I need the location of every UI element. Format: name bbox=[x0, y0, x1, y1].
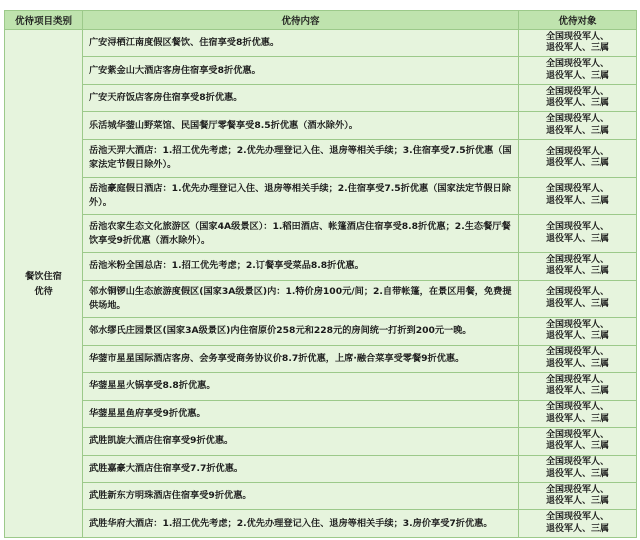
header-target: 优待对象 bbox=[519, 11, 637, 30]
target-cell: 全国现役军人、 退役军人、三属 bbox=[519, 253, 637, 280]
content-cell: 邻水缪氏庄园景区(国家3A级景区)内住宿原价258元和228元的房间统一打折到200元一晚。 bbox=[83, 318, 519, 345]
header-content: 优待内容 bbox=[83, 11, 519, 30]
header-row bbox=[5, 11, 637, 30]
content-cell: 武胜华府大酒店：1.招工优先考虑；2.优先办理登记入住、退房等相关手续；3.房价享受7折优惠。 bbox=[83, 510, 519, 538]
table-row bbox=[5, 280, 637, 318]
content-cell: 华蓥市星星国际酒店客房、会务享受商务协议价8.7折优惠，上席·融合菜享受零餐9折优惠。 bbox=[83, 345, 519, 372]
content-cell: 岳池天羿大酒店：1.招工优先考虑；2.优先办理登记入住、退房等相关手续；3.住宿享受7.5折优惠（国家法定节假日除外）。 bbox=[83, 139, 519, 177]
header-category: 优待项目类别 bbox=[5, 11, 83, 30]
target-cell: 全国现役军人、 退役军人、三属 bbox=[519, 280, 637, 318]
target-cell: 全国现役军人、 退役军人、三属 bbox=[519, 400, 637, 427]
target-cell: 全国现役军人、 退役军人、三属 bbox=[519, 482, 637, 509]
content-cell: 武胜新东方明珠酒店住宿享受9折优惠。 bbox=[83, 482, 519, 509]
target-cell: 全国现役军人、 退役军人、三属 bbox=[519, 215, 637, 253]
table-row bbox=[5, 345, 637, 372]
table-row bbox=[5, 30, 637, 57]
table-row bbox=[5, 215, 637, 253]
table-row bbox=[5, 139, 637, 177]
table-row bbox=[5, 510, 637, 538]
benefits-table bbox=[4, 10, 637, 538]
table-row bbox=[5, 428, 637, 455]
table-row bbox=[5, 57, 637, 84]
content-cell: 乐活城华蓥山野菜馆、民国餐厅零餐享受8.5折优惠（酒水除外）。 bbox=[83, 112, 519, 139]
content-cell: 岳池农家生态文化旅游区（国家4A级景区）：1.稻田酒店、帐篷酒店住宿享受8.8折优惠；2.生态餐厅餐饮享受9折优惠（酒水除外）。 bbox=[83, 215, 519, 253]
content-cell: 华蓥星星火锅享受8.8折优惠。 bbox=[83, 373, 519, 400]
table-row bbox=[5, 84, 637, 111]
content-cell: 广安浔栖江南度假区餐饮、住宿享受8折优惠。 bbox=[83, 30, 519, 57]
content-cell: 岳池米粉全国总店：1.招工优先考虑；2.订餐享受菜品8.8折优惠。 bbox=[83, 253, 519, 280]
target-cell: 全国现役军人、 退役军人、三属 bbox=[519, 428, 637, 455]
target-cell: 全国现役军人、 退役军人、三属 bbox=[519, 318, 637, 345]
content-cell: 广安天府饭店客房住宿享受8折优惠。 bbox=[83, 84, 519, 111]
table-row bbox=[5, 455, 637, 482]
table-row bbox=[5, 253, 637, 280]
category-cell: 餐饮住宿 优待 bbox=[5, 30, 83, 538]
content-cell: 广安紫金山大酒店客房住宿享受8折优惠。 bbox=[83, 57, 519, 84]
target-cell: 全国现役军人、 退役军人、三属 bbox=[519, 455, 637, 482]
table-row bbox=[5, 482, 637, 509]
table-row bbox=[5, 373, 637, 400]
content-cell: 武胜嘉豪大酒店住宿享受7.7折优惠。 bbox=[83, 455, 519, 482]
content-cell: 武胜凯旋大酒店住宿享受9折优惠。 bbox=[83, 428, 519, 455]
table-row bbox=[5, 400, 637, 427]
target-cell: 全国现役军人、 退役军人、三属 bbox=[519, 177, 637, 215]
target-cell: 全国现役军人、 退役军人、三属 bbox=[519, 84, 637, 111]
table-row bbox=[5, 112, 637, 139]
target-cell: 全国现役军人、 退役军人、三属 bbox=[519, 373, 637, 400]
target-cell: 全国现役军人、 退役军人、三属 bbox=[519, 112, 637, 139]
table-row bbox=[5, 318, 637, 345]
content-cell: 岳池豪庭假日酒店：1.优先办理登记入住、退房等相关手续；2.住宿享受7.5折优惠（国家法定节假日除外）。 bbox=[83, 177, 519, 215]
target-cell: 全国现役军人、 退役军人、三属 bbox=[519, 510, 637, 538]
target-cell: 全国现役军人、 退役军人、三属 bbox=[519, 139, 637, 177]
target-cell: 全国现役军人、 退役军人、三属 bbox=[519, 57, 637, 84]
content-cell: 邻水铜锣山生态旅游度假区(国家3A级景区)内：1.特价房100元/间；2.自带帐篷，在景区用餐，免费提供场地。 bbox=[83, 280, 519, 318]
target-cell: 全国现役军人、 退役军人、三属 bbox=[519, 345, 637, 372]
target-cell: 全国现役军人、 退役军人、三属 bbox=[519, 30, 637, 57]
content-cell: 华蓥星星鱼府享受9折优惠。 bbox=[83, 400, 519, 427]
table-row bbox=[5, 177, 637, 215]
